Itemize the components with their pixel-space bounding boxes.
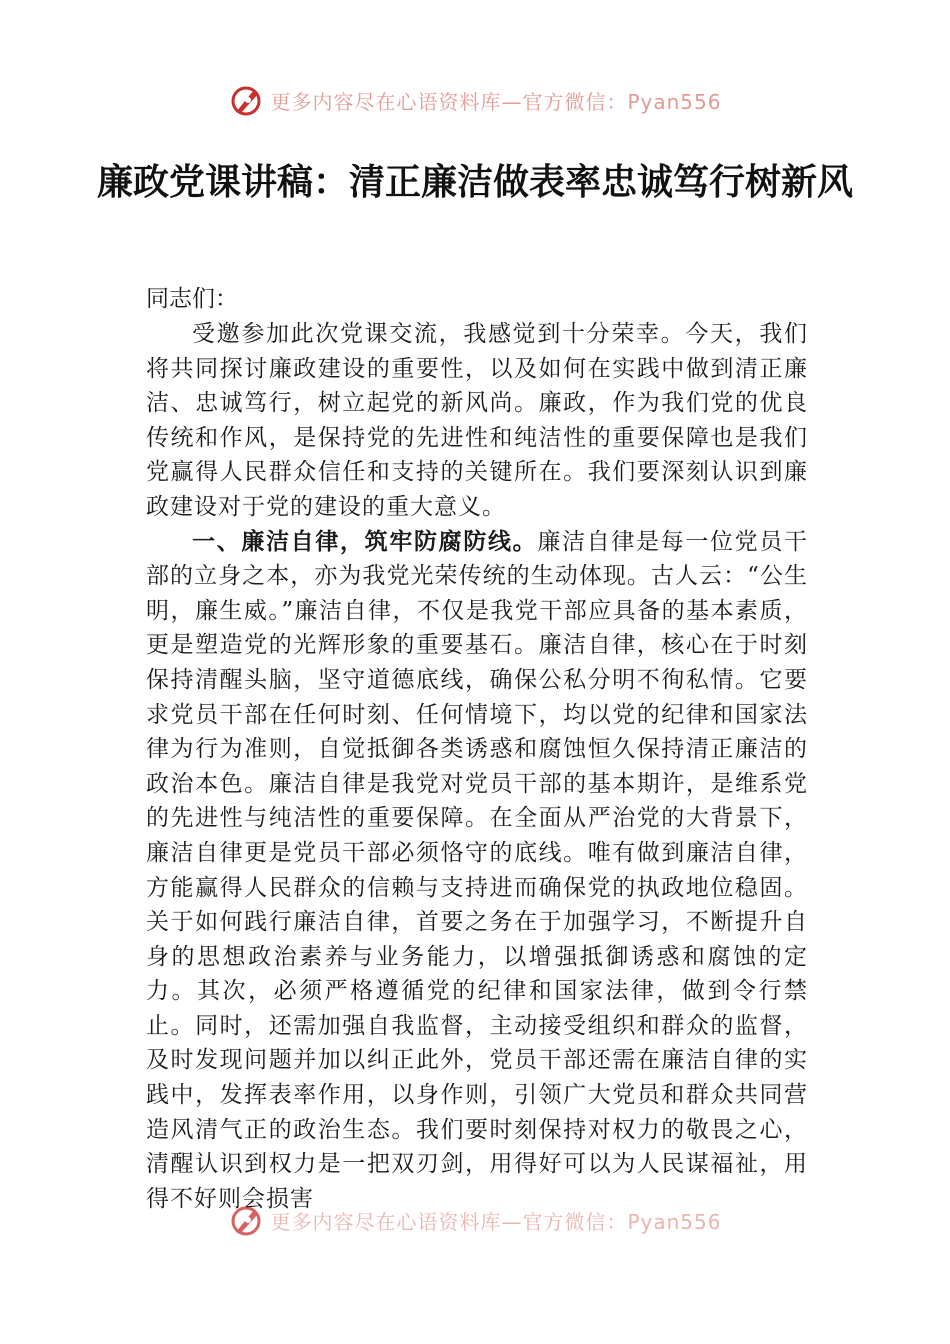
document-body (146, 282, 808, 1216)
intro-paragraph: 受邀参加此次党课交流，我感觉到十分荣幸。今天，我们将共同探讨廉政建设的重要性，以及如何在实践中做到清正廉洁、忠诚笃行，树立起党的新风尚。廉政，作为我们党的优良传统和作风，是保持党的先进性和纯洁性的重要保障也是我们党赢得人民群众信任和支持的关键所在。我们要深刻认识到廉政建设对于党的建设的重大意义。 (146, 321, 808, 520)
header-watermark-banner (0, 80, 950, 120)
greeting: 同志们： (146, 286, 238, 312)
footer-watermark-banner (0, 1200, 950, 1240)
document-title: 廉政党课讲稿：清正廉洁做表率忠诚笃行树新风 (96, 161, 853, 203)
section-1-body: 廉洁自律是每一位党员干部的立身之本，亦为我党光荣传统的生动体现。古人云：“公生明，廉生威。”廉洁自律，不仅是我党干部应具备的基本素质，更是塑造党的光辉形象的重要基石。廉洁自律，核心在于时刻保持清醒头脑，坚守道德底线，确保公私分明不徇私情。它要求党员干部在任何时刻、任何情境下，均以党的纪律和国家法律为行为准则，自觉抵御各类诱惑和腐蚀恒久保持清正廉洁的政治本色。廉洁自律是我党对党员干部的基本期许，是维系党的先进性与纯洁性的重要保障。在全面从严治党的大背景下，廉洁自律更是党员干部必须恪守的底线。唯有做到廉洁自律，方能赢得人民群众的信赖与支持进而确保党的执政地位稳固。关于如何践行廉洁自律，首要之务在于加强学习，不断提升自身的思想政治素养与业务能力，以增强抵御诱惑和腐蚀的定力。其次，必须严格遵循党的纪律和国家法律，做到令行禁止。同时，还需加强自我监督，主动接受组织和群众的监督，及时发现问题并加以纠正此外，党员干部还需在廉洁自律的实践中，发挥表率作用，以身作则，引领广大党员和群众共同营造风清气正的政治生态。我们要时刻保持对权力的敬畏之心，清醒认识到权力是一把双刃剑，用得好可以为人民谋福祉，用得不好则会损害 (146, 528, 809, 1212)
pen-nib-logo-icon (228, 1202, 264, 1238)
watermark-text: 更多内容尽在心语资料库—官方微信：Pyan556 (270, 89, 722, 114)
pen-nib-logo-icon (228, 82, 264, 118)
watermark-text: 更多内容尽在心语资料库—官方微信：Pyan556 (270, 1209, 722, 1234)
section-1-paragraph (146, 525, 808, 1217)
section-1-heading: 一、廉洁自律，筑牢防腐防线。 (192, 527, 538, 555)
